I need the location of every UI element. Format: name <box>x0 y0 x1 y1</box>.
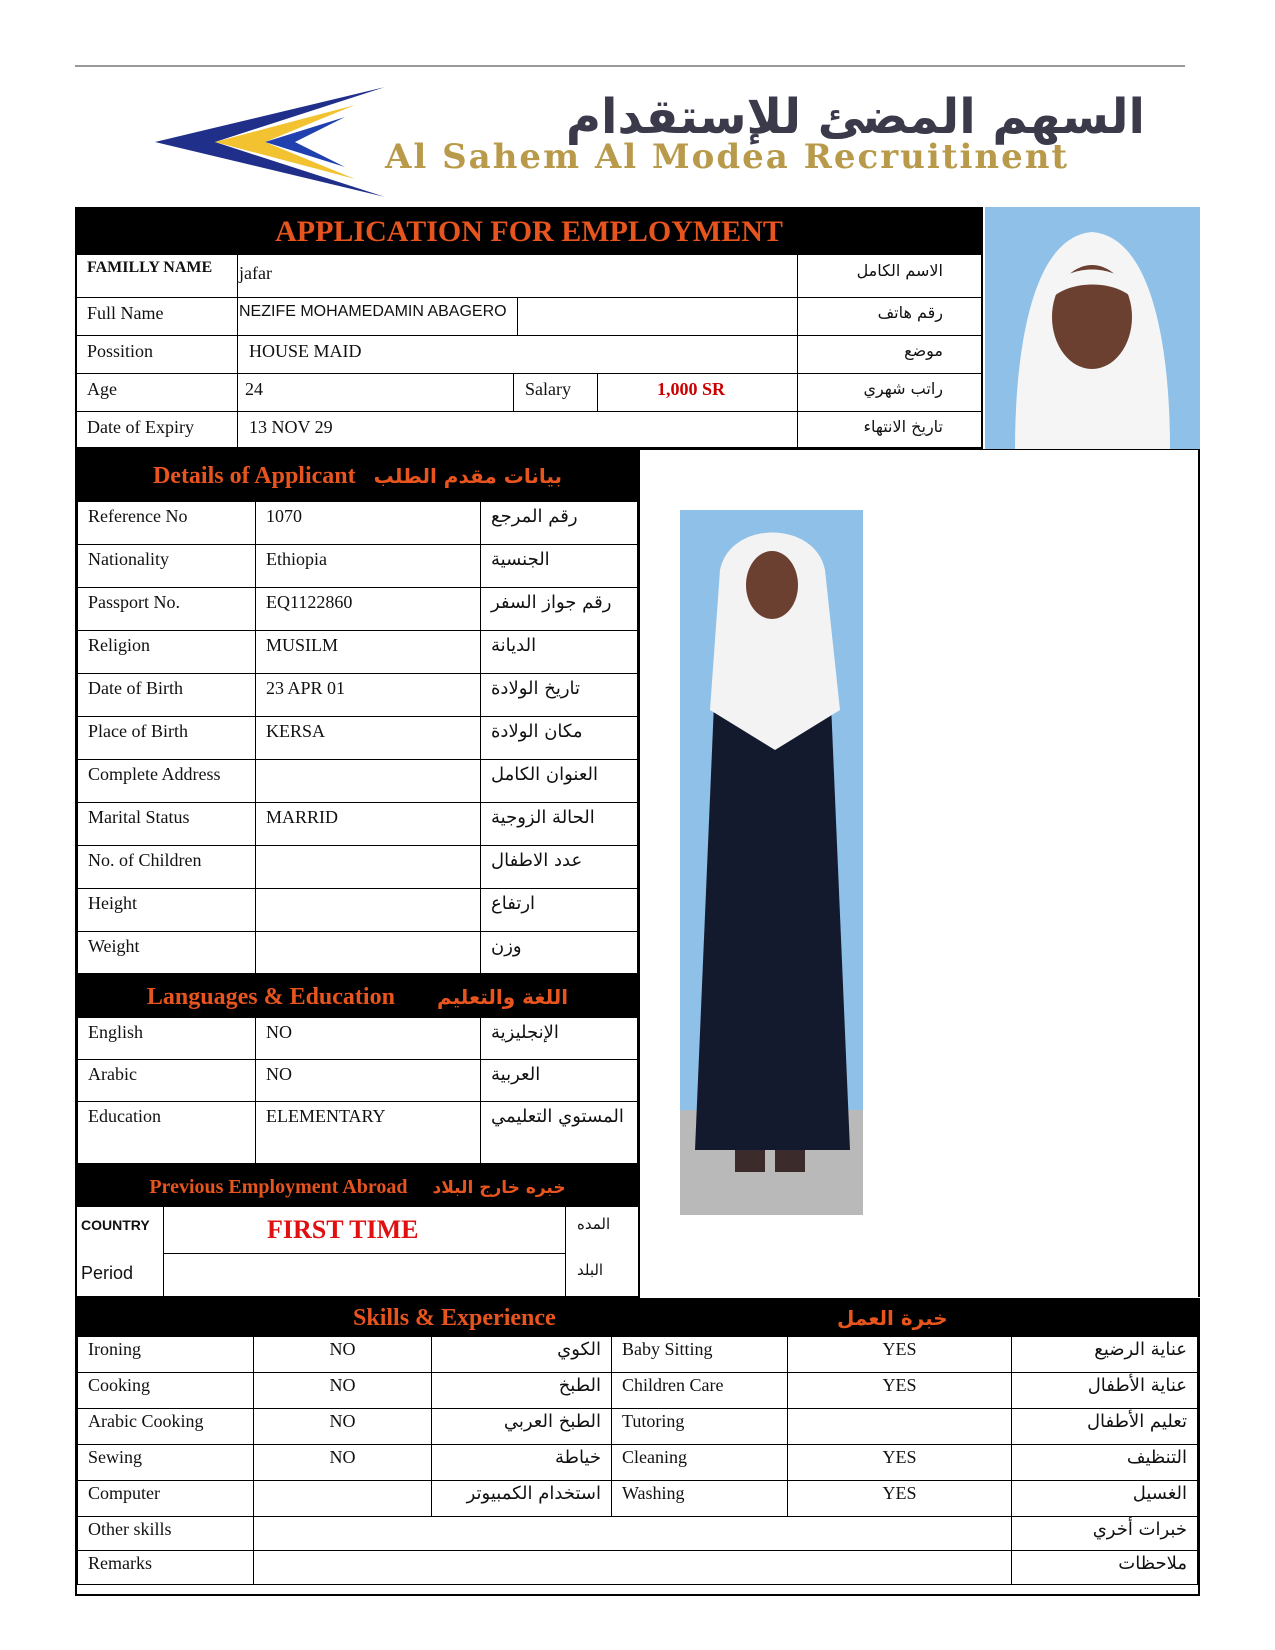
details-title-ar: بيانات مقدم الطلب <box>373 464 563 488</box>
application-header-table <box>75 207 983 449</box>
field-label-ar: عدد الاطفال <box>481 846 638 889</box>
skills-row <box>78 1481 1198 1517</box>
details-row <box>78 846 638 889</box>
language-label: English <box>78 1018 256 1060</box>
details-title-en: Details of Applicant <box>152 463 356 489</box>
field-label-ar: الجنسية <box>481 545 638 588</box>
position-ar: موضع <box>904 341 943 360</box>
field-label: No. of Children <box>78 846 256 889</box>
country-ar: المده <box>577 1215 611 1233</box>
previous-header <box>77 1167 638 1207</box>
family-name-value: jafar <box>239 263 272 283</box>
skill-label: Washing <box>612 1481 788 1517</box>
field-label-ar: تاريخ الولادة <box>481 674 638 717</box>
details-row <box>78 760 638 803</box>
skill-value: NO <box>254 1445 432 1481</box>
position-label: Possition <box>87 341 154 361</box>
language-row <box>78 1060 638 1102</box>
field-value: MARRID <box>256 803 481 846</box>
full-name-ar: رقم هاتف <box>877 303 943 322</box>
remarks-label: Remarks <box>78 1551 254 1585</box>
field-label: Passport No. <box>78 588 256 631</box>
period-label: Period <box>81 1263 134 1283</box>
other-skills-label-ar: خبرات أخري <box>1012 1517 1198 1551</box>
age-label: Age <box>87 379 117 399</box>
skill-label: Tutoring <box>612 1409 788 1445</box>
field-label-ar: رقم جواز السفر <box>481 588 638 631</box>
other-skills-label: Other skills <box>78 1517 254 1551</box>
field-label: Place of Birth <box>78 717 256 760</box>
remarks-value <box>254 1551 1012 1585</box>
skill-label: Children Care <box>612 1373 788 1409</box>
details-row <box>78 803 638 846</box>
salary-ar: راتب شهري <box>863 379 943 398</box>
previous-title-en: Previous Employment Abroad <box>149 1176 408 1198</box>
expiry-label: Date of Expiry <box>87 417 194 437</box>
skill-value: NO <box>254 1409 432 1445</box>
languages-header <box>77 977 638 1017</box>
languages-title-ar: اللغة والتعليم <box>436 985 569 1009</box>
skill-label-ar: عناية الأطفال <box>1012 1373 1198 1409</box>
skill-value: YES <box>788 1373 1012 1409</box>
field-label-ar: وزن <box>481 932 638 975</box>
field-label-ar: رقم المرجع <box>481 502 638 545</box>
language-label: Education <box>78 1102 256 1164</box>
field-label-ar: مكان الولادة <box>481 717 638 760</box>
details-table <box>77 501 638 975</box>
country-label: COUNTRY <box>81 1217 150 1233</box>
skill-value: YES <box>788 1481 1012 1517</box>
field-label: Reference No <box>78 502 256 545</box>
skill-label-ar: التنظيف <box>1012 1445 1198 1481</box>
language-row <box>78 1102 638 1164</box>
field-label: Height <box>78 889 256 932</box>
skill-label: Baby Sitting <box>612 1337 788 1373</box>
skill-value: YES <box>788 1445 1012 1481</box>
details-row <box>78 717 638 760</box>
skill-value <box>788 1409 1012 1445</box>
skills-row <box>78 1409 1198 1445</box>
page-title: APPLICATION FOR EMPLOYMENT <box>77 209 981 255</box>
details-row <box>78 631 638 674</box>
language-label-ar: العربية <box>481 1060 638 1102</box>
skill-value <box>254 1481 432 1517</box>
field-label: Nationality <box>78 545 256 588</box>
language-value: NO <box>256 1060 481 1102</box>
salary-label: Salary <box>525 379 571 399</box>
language-label-ar: الإنجليزية <box>481 1018 638 1060</box>
language-row <box>78 1018 638 1060</box>
remarks-label-ar: ملاحظات <box>1012 1551 1198 1585</box>
skill-value: YES <box>788 1337 1012 1373</box>
previous-employment-section <box>75 1165 640 1298</box>
skill-label: Ironing <box>78 1337 254 1373</box>
field-value: KERSA <box>256 717 481 760</box>
field-label-ar: الحالة الزوجية <box>481 803 638 846</box>
languages-section <box>75 975 640 1165</box>
field-value: 1070 <box>256 502 481 545</box>
skill-label-ar: الغسيل <box>1012 1481 1198 1517</box>
field-label: Date of Birth <box>78 674 256 717</box>
skill-label-ar: تعليم الأطفال <box>1012 1409 1198 1445</box>
expiry-value: 13 NOV 29 <box>249 417 333 437</box>
field-value <box>256 889 481 932</box>
skill-label-ar: استخدام الكمبيوتر <box>432 1481 612 1517</box>
skill-label: Cleaning <box>612 1445 788 1481</box>
languages-table <box>77 1017 638 1164</box>
details-row <box>78 889 638 932</box>
skills-title-ar: خبرة العمل <box>837 1306 948 1330</box>
details-header <box>77 451 638 501</box>
period-ar: البلد <box>577 1261 604 1279</box>
salary-value: 1,000 SR <box>657 379 726 399</box>
skill-label-ar: خياطة <box>432 1445 612 1481</box>
details-section <box>75 449 640 975</box>
skill-label: Arabic Cooking <box>78 1409 254 1445</box>
skills-table <box>77 1336 1198 1585</box>
field-value: EQ1122860 <box>256 588 481 631</box>
skills-row <box>78 1445 1198 1481</box>
skills-header <box>77 1300 1198 1336</box>
age-value: 24 <box>245 379 263 399</box>
language-label-ar: المستوي التعليمي <box>481 1102 638 1164</box>
language-value: NO <box>256 1018 481 1060</box>
previous-title-ar: خبره خارج البلاد <box>432 1178 566 1198</box>
field-label-ar: العنوان الكامل <box>481 760 638 803</box>
skill-label: Sewing <box>78 1445 254 1481</box>
family-name-ar: الاسم الكامل <box>856 261 943 280</box>
field-label-ar: الديانة <box>481 631 638 674</box>
arrow-logo-icon <box>155 87 385 197</box>
full-name-value: NEZIFE MOHAMEDAMIN ABAGERO <box>239 303 507 320</box>
skill-label-ar: الطبخ العربي <box>432 1409 612 1445</box>
languages-title-en: Languages & Education <box>146 984 395 1010</box>
brand-english: Al Sahem Al Modea Recruitinent <box>385 137 1070 177</box>
skill-label: Computer <box>78 1481 254 1517</box>
field-label-ar: ارتفاع <box>481 889 638 932</box>
details-row <box>78 588 638 631</box>
field-label: Weight <box>78 932 256 975</box>
field-value <box>256 760 481 803</box>
skill-value: NO <box>254 1373 432 1409</box>
language-label: Arabic <box>78 1060 256 1102</box>
remarks-row <box>78 1551 1198 1585</box>
company-banner <box>75 65 1185 202</box>
skills-title-en: Skills & Experience <box>353 1305 556 1331</box>
skills-section <box>75 1298 1200 1596</box>
skills-row <box>78 1373 1198 1409</box>
details-row <box>78 545 638 588</box>
applicant-portrait <box>985 207 1200 449</box>
field-label: Marital Status <box>78 803 256 846</box>
field-value: MUSILM <box>256 631 481 674</box>
position-value: HOUSE MAID <box>249 341 362 361</box>
field-value <box>256 846 481 889</box>
field-value <box>256 932 481 975</box>
expiry-ar: تاريخ الانتهاء <box>863 417 943 436</box>
family-name-label: FAMILLY NAME <box>87 259 213 276</box>
field-label: Complete Address <box>78 760 256 803</box>
language-value: ELEMENTARY <box>256 1102 481 1164</box>
skill-label: Cooking <box>78 1373 254 1409</box>
other-skills-row <box>78 1517 1198 1551</box>
details-row <box>78 674 638 717</box>
brand-arabic: السهم المضئ للإستقدام <box>565 89 1145 145</box>
skill-label-ar: عناية الرضيع <box>1012 1337 1198 1373</box>
field-label: Religion <box>78 631 256 674</box>
other-skills-value <box>254 1517 1012 1551</box>
skill-label-ar: الكوي <box>432 1337 612 1373</box>
field-value: Ethiopia <box>256 545 481 588</box>
skill-value: NO <box>254 1337 432 1373</box>
field-value: 23 APR 01 <box>256 674 481 717</box>
full-name-label: Full Name <box>87 303 164 323</box>
country-value: FIRST TIME <box>267 1215 419 1244</box>
details-row <box>78 502 638 545</box>
details-row <box>78 932 638 975</box>
applicant-full-photo <box>680 510 863 1215</box>
skills-row <box>78 1337 1198 1373</box>
skill-label-ar: الطبخ <box>432 1373 612 1409</box>
